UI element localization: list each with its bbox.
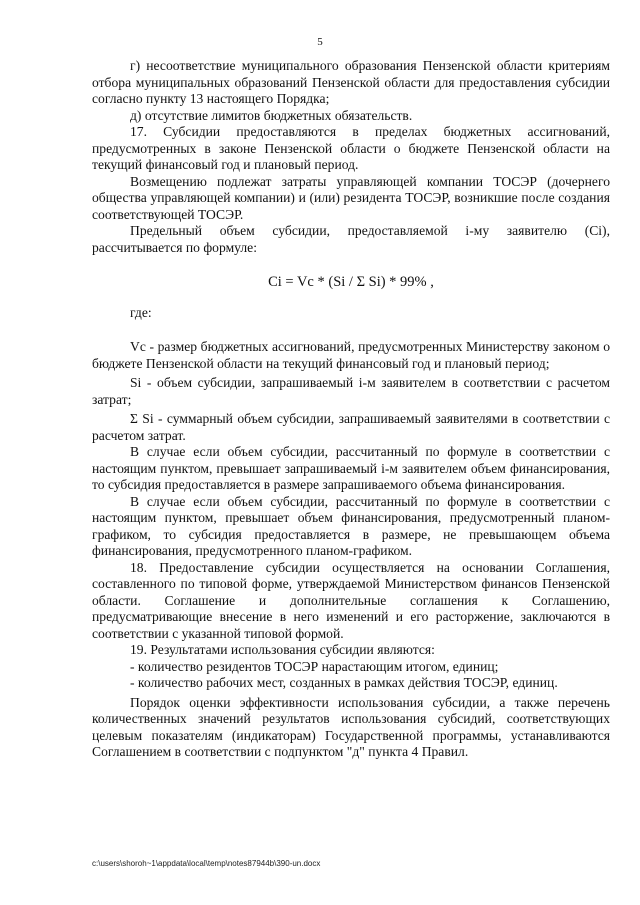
definition-sum-si: Σ Si - суммарный объем субсидии, запрашиваемый заявителями в соответствии с расчетом затрат.: [92, 411, 610, 443]
paragraph-18: 18. Предоставление субсидии осуществляется на основании Соглашения, составленного по типовой форме, утверждаемой Министерством финансов Пензенской области. Соглашение и дополнительные соглашения к Соглашению, предусматривающие внесение в него изменений и его расторжение, заключаются в соответствии с указанной типовой формой.: [92, 559, 610, 641]
paragraph-compensation: Возмещению подлежат затраты управляющей компании ТОСЭР (дочернего общества управляющей компании) и (или) резидента ТОСЭР, возникшие после создания соответствующей ТОСЭР.: [92, 173, 610, 222]
page-number: 5: [317, 36, 323, 48]
paragraph-efficiency: Порядок оценки эффективности использования субсидии, а также перечень количественных значений результатов использования субсидий, соответствующих целевым показателям (индикаторам) Государственной программы, устанавливаются Соглашением в соответствии с подпунктом "д" пункта 4 Правил.: [92, 694, 610, 759]
formula-where-label: где:: [130, 304, 152, 320]
result-residents: - количество резидентов ТОСЭР нарастающим итогом, единиц;: [130, 658, 499, 674]
paragraph-criteria-mismatch: г) несоответствие муниципального образования Пензенской области критериям отбора муниципальных образований Пензенской области для предоставления субсидии согласно пункту 13 настоящего Порядка;: [92, 58, 610, 106]
paragraph-exceeds-requested: В случае если объем субсидии, рассчитанный по формуле в соответствии с настоящим пунктом, превышает запрашиваемый i-м заявителем объем финансирования, то субсидия предоставляется в размере запрашиваемого объема финансирования.: [92, 444, 610, 492]
document-body: [92, 58, 610, 761]
footer-file-path: c:\users\shoroh~1\appdata\local\temp\notes87944b\390-un.docx: [92, 859, 321, 868]
paragraph-limit-volume: Предельный объем субсидии, предоставляемой i-му заявителю (Ci), рассчитывается по формуле:: [92, 223, 610, 255]
paragraph-17: 17. Субсидии предоставляются в пределах бюджетных ассигнований, предусмотренных в законе Пензенской области о бюджете Пензенской области на текущий финансовый год и плановый период.: [92, 124, 610, 172]
paragraph-exceeds-schedule: В случае если объем субсидии, рассчитанный по формуле в соответствии с настоящим пунктом, превышает объем финансирования, предусмотренный планом-графиком, то субсидия предоставляется в размере, не превышающем объема финансирования, предусмотренного планом-графиком.: [92, 493, 610, 558]
result-jobs: - количество рабочих мест, созданных в рамках действия ТОСЭР, единиц.: [130, 675, 558, 690]
definition-vc: Vc - размер бюджетных ассигнований, предусмотренных Министерству законом о бюджете Пензенской области на текущий финансовый год и плановый период;: [92, 339, 610, 371]
subsidy-formula: Ci = Vc * (Si / Σ Si) * 99% ,: [268, 274, 434, 290]
paragraph-19: 19. Результатами использования субсидии являются:: [130, 642, 435, 657]
definition-si: Si - объем субсидии, запрашиваемый i-м заявителем в соответствии с расчетом затрат;: [92, 375, 610, 407]
paragraph-no-limits: д) отсутствие лимитов бюджетных обязательств.: [130, 107, 413, 123]
